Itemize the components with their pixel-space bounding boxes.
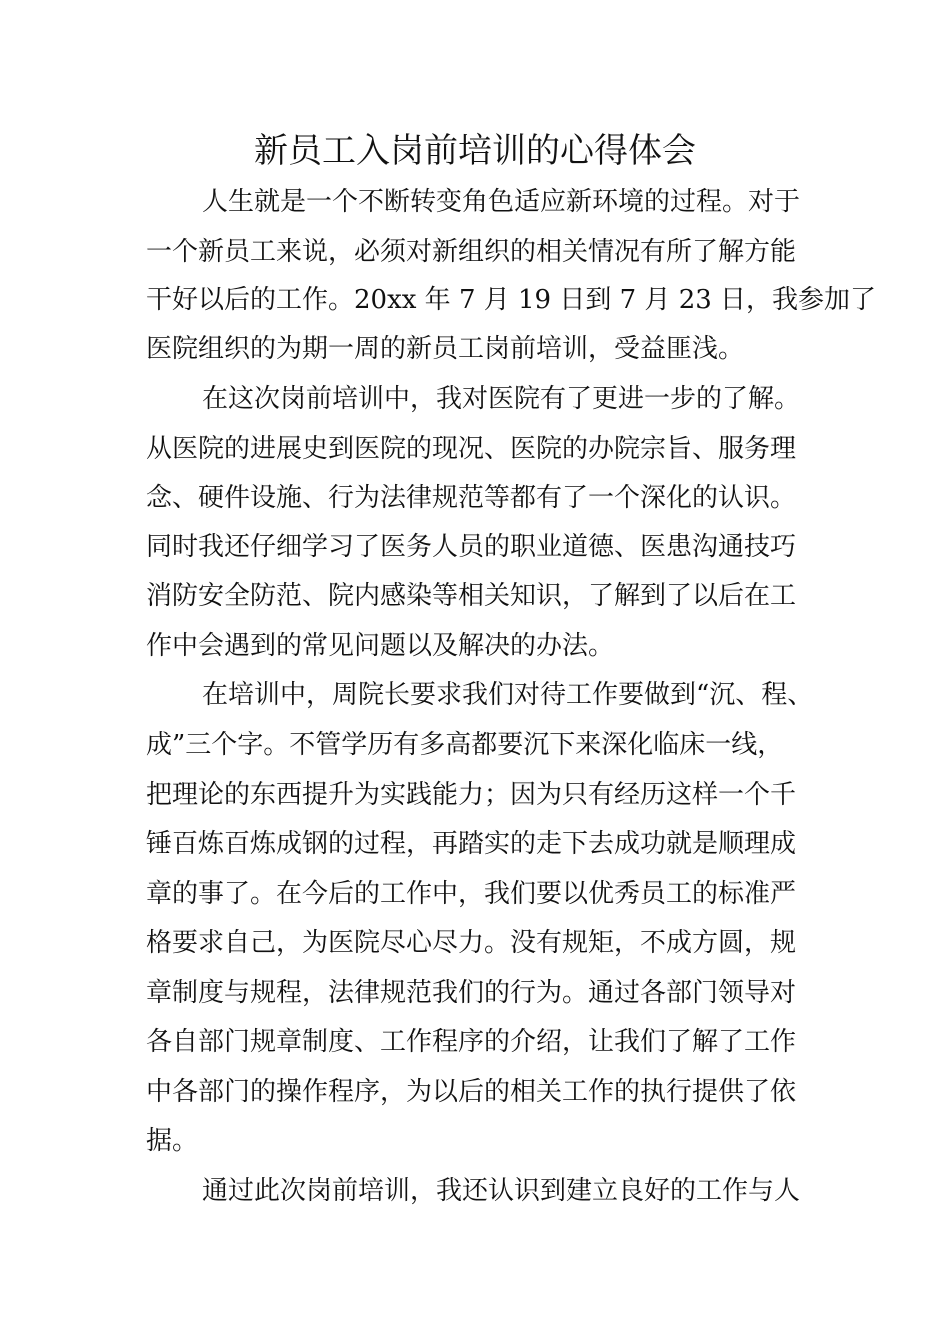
text-line: 从医院的进展史到医院的现况、医院的办院宗旨、服务理 bbox=[146, 434, 797, 464]
text-line: 通过此次岗前培训，我还认识到建立良好的工作与人 bbox=[202, 1176, 801, 1206]
text-line: 格要求自己，为医院尽心尽力。没有规矩，不成方圆，规 bbox=[146, 928, 797, 958]
text-line: 念、硬件设施、行为法律规范等都有了一个深化的认识。 bbox=[146, 483, 797, 513]
text-line: 据。 bbox=[146, 1126, 199, 1156]
text-line: 章制度与规程，法律规范我们的行为。通过各部门领导对 bbox=[146, 978, 797, 1008]
text-line: 章的事了。在今后的工作中，我们要以优秀员工的标准严 bbox=[146, 879, 797, 909]
text-line: 同时我还仔细学习了医务人员的职业道德、医患沟通技巧 bbox=[146, 532, 797, 562]
document-title: 新员工入岗前培训的心得体会 bbox=[254, 131, 696, 171]
text-line: 医院组织的为期一周的新员工岗前培训，受益匪浅。 bbox=[146, 334, 745, 364]
text-line: 在培训中，周院长要求我们对待工作要做到“沉、程、 bbox=[202, 680, 814, 710]
text-line: 在这次岗前培训中，我对医院有了更进一步的了解。 bbox=[202, 384, 801, 414]
text-line: 干好以后的工作。20xx 年 7 月 19 日到 7 月 23 日，我参加了 bbox=[146, 285, 877, 315]
text-line: 把理论的东西提升为实践能力；因为只有经历这样一个千 bbox=[146, 780, 797, 810]
text-line: 消防安全防范、院内感染等相关知识，了解到了以后在工 bbox=[146, 581, 797, 611]
text-line: 中各部门的操作程序，为以后的相关工作的执行提供了依 bbox=[146, 1077, 797, 1107]
text-line: 锤百炼百炼成钢的过程，再踏实的走下去成功就是顺理成 bbox=[146, 829, 797, 859]
text-line: 各自部门规章制度、工作程序的介绍，让我们了解了工作 bbox=[146, 1027, 797, 1057]
text-line: 一个新员工来说，必须对新组织的相关情况有所了解方能 bbox=[146, 237, 797, 267]
text-line: 人生就是一个不断转变角色适应新环境的过程。对于 bbox=[202, 187, 801, 217]
text-line: 成”三个字。不管学历有多高都要沉下来深化临床一线， bbox=[146, 730, 784, 760]
text-line: 作中会遇到的常见问题以及解决的办法。 bbox=[146, 631, 615, 661]
